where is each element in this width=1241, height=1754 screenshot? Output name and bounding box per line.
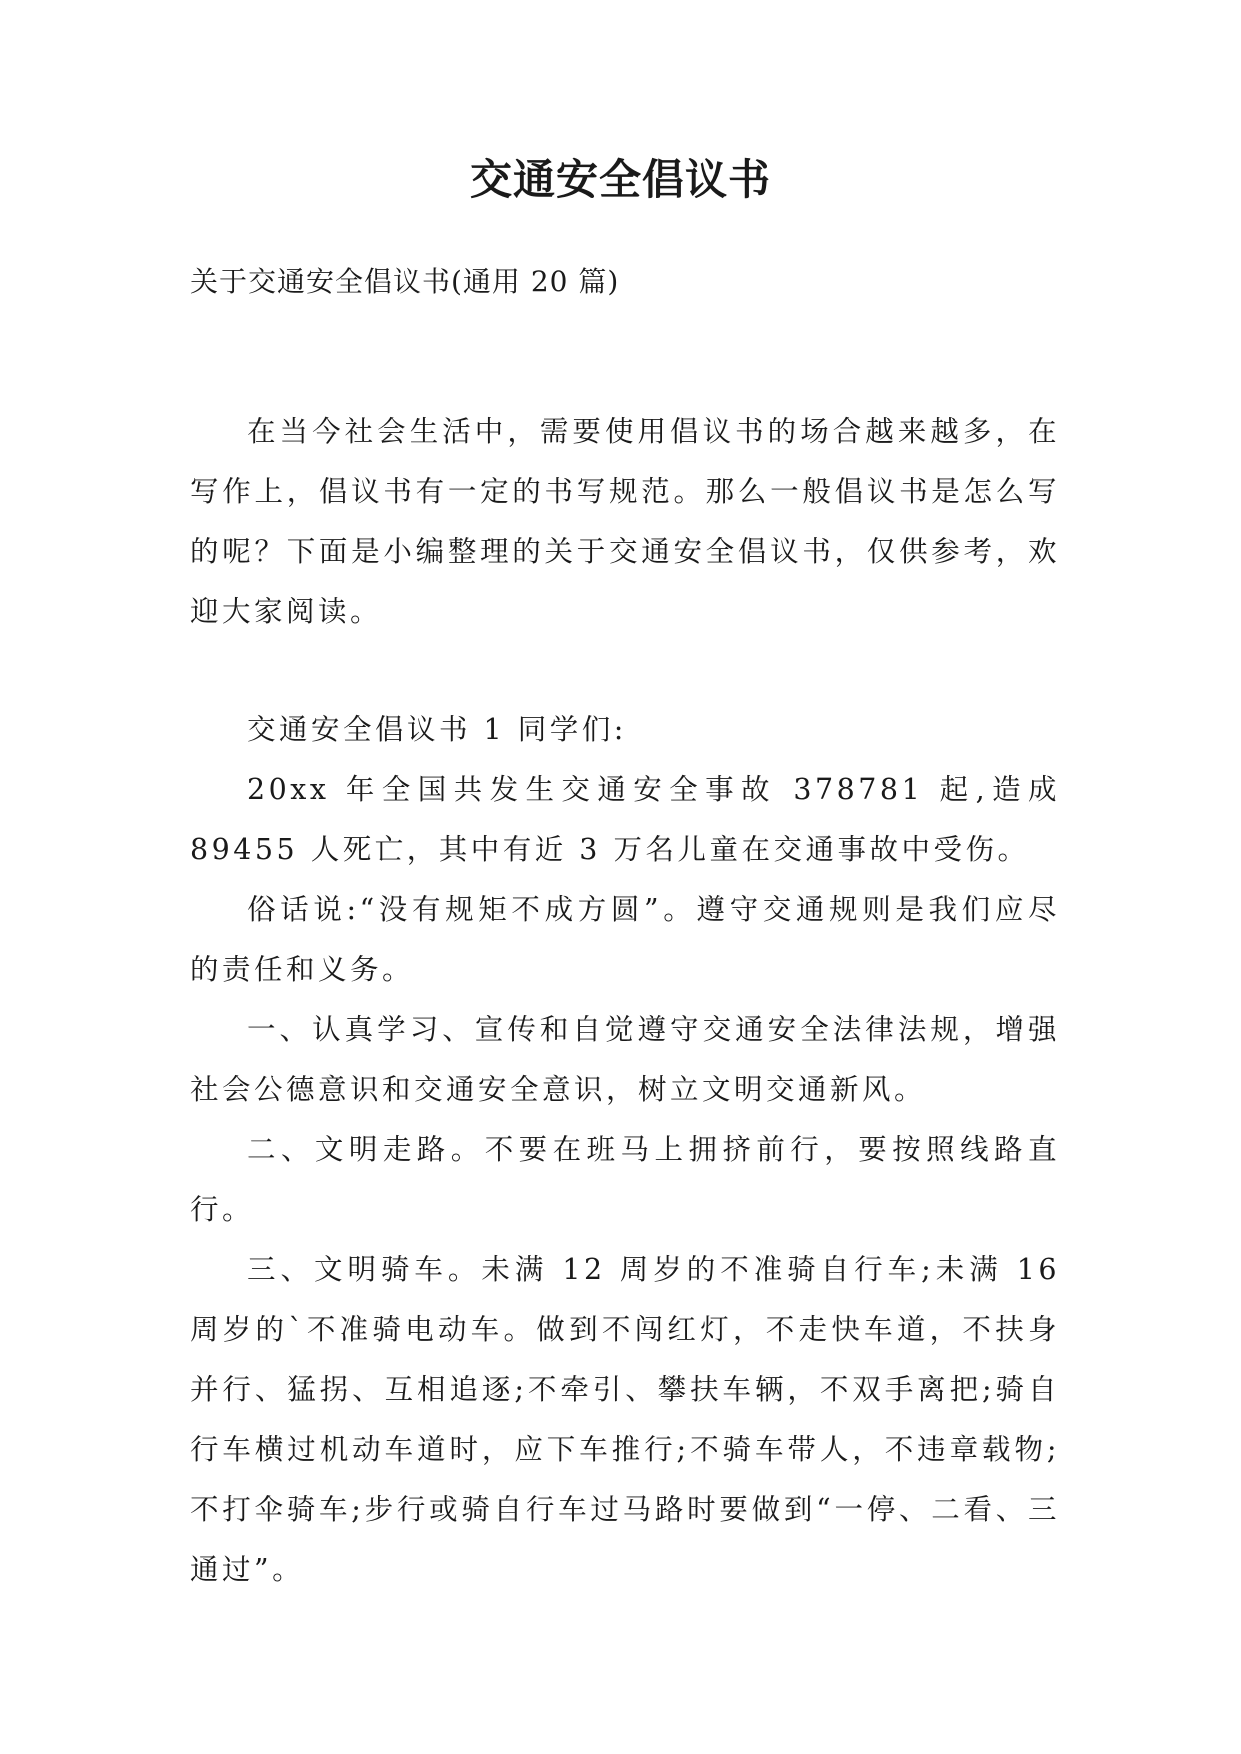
paragraph-item-2: 二、文明走路。不要在班马上拥挤前行，要按照线路直行。 [190, 1133, 1060, 1226]
paragraph-item-3: 三、文明骑车。未满 12 周岁的不准骑自行车;未满 16 周岁的`不准骑电动车。做到不闯红灯，不走快车道，不扶身并行、猛拐、互相追逐;不牵引、攀扶车辆，不双手离把;骑自行车横过机动车道时，应下车推行;不骑车带人，不违章载物;不打伞骑车;步行或骑自行车过马路时要做到“一停、二看、三通过”。 [190, 1253, 1060, 1586]
paragraph-statistics: 20xx 年全国共发生交通安全事故 378781 起,造成 89455 人死亡，其中有近 3 万名儿童在交通事故中受伤。 [190, 773, 1060, 866]
intro-section [190, 402, 1060, 642]
content-section [190, 700, 1060, 1600]
document-subtitle: 关于交通安全倡议书(通用 20 篇) [190, 265, 620, 298]
intro-paragraph: 在当今社会生活中，需要使用倡议书的场合越来越多，在写作上，倡议书有一定的书写规范。那么一般倡议书是怎么写的呢？下面是小编整理的关于交通安全倡议书，仅供参考，欢迎大家阅读。 [190, 415, 1060, 628]
paragraph-item-1: 一、认真学习、宣传和自觉遵守交通安全法律法规，增强社会公德意识和交通安全意识，树立文明交通新风。 [190, 1013, 1060, 1106]
paragraph-greeting: 交通安全倡议书 1 同学们: [247, 713, 627, 746]
document-title: 交通安全倡议书 [469, 155, 771, 204]
paragraph-proverb: 俗话说:“没有规矩不成方圆”。遵守交通规则是我们应尽的责任和义务。 [190, 893, 1060, 986]
